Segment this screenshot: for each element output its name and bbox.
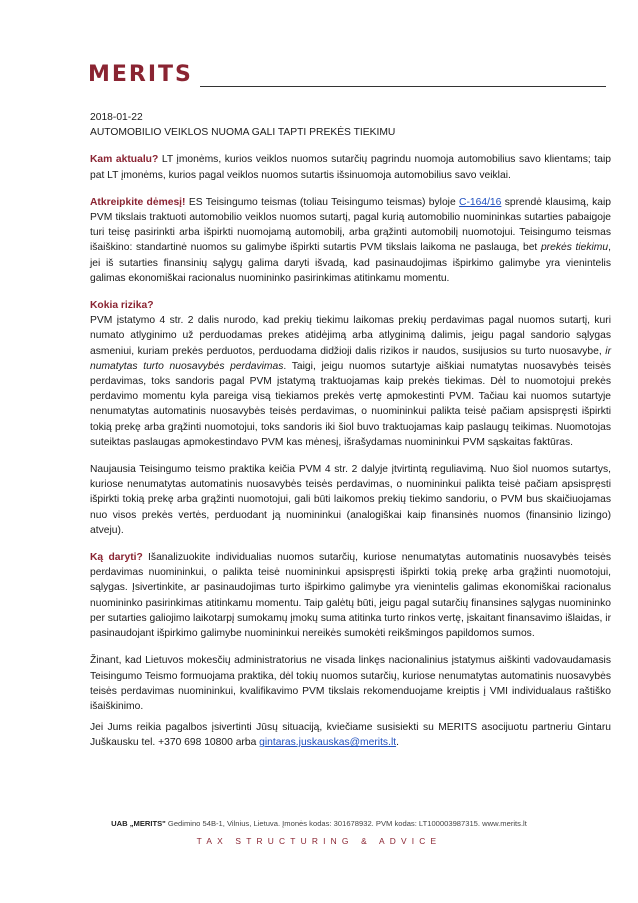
lead-attention: Atkreipkite dėmesį! [90,196,186,208]
text-risk-italic: ir numatytas turto nuosavybės perdavimas [90,345,611,372]
paragraph-risk [90,298,611,450]
text-risk-b: . Taigi, jeigu nuomos sutartyje aiškiai numatytas nuosavybės teisės perdavimas, toks sandoris pagal PVM įstatymą traktuojamas kaip prekės tiekimas. Dėl to nuomotojui prekės perdavimo momentu kyla pareiga visą tiekiamos prekės vertę apmokestinti PVM. Tačiau kai nuomos sutartyje nenumatytas automatinis nuosavybės teisės perdavimas, o nuomininkui palikta teisė pačiam apsispręsti išpirkti tokią prekę arba grąžinti nuomotojui, toks sandoris iki šiol buvo traktuojamas kaip paslaugų teikimas. Nuomotojas suteiktas paslaugas apmokestindavo PVM kas mėnesį, išrašydamas nuomininkui PVM sąskaitas faktūras. [90,360,611,448]
text-attention-italic: prekės tiekimu [540,242,609,254]
paragraph-action [90,550,611,641]
footer-tagline: TAX STRUCTURING & ADVICE [196,836,442,846]
text-contact: Jei Jums reikia pagalbos įsivertinti Jūsų situaciją, kviečiame susisiekti su MERITS asocijuotu partneriu Gintaru Juškausku tel. +370 698 10800 arba [90,722,611,749]
merits-logo: MERITS [88,62,193,87]
text-contact-end: . [396,737,399,749]
text-attention-a: ES Teisingumo teismas (toliau Teisingumo teismas) byloje [185,196,460,208]
document-title: AUTOMOBILIO VEIKLOS NUOMA GALI TAPTI PREKĖS TIEKIMU [90,127,396,139]
paragraph-practice: Naujausia Teisingumo teismo praktika keičia PVM 4 str. 2 dalyje įtvirtintą reguliavimą. Nuo šiol nuomos sutartys, kuriose nenumatytas automatinis nuosavybės teisės perdavimas, o nuomininkui palikta teisė pačiam apsispręsti išpirkti tokią prekę arba grąžinti nuomotojui, gali būti laikomos prekių tiekimo sandoriu, o PVM bus skaičiuojamas nuo visos prekės vertės, perduodant ją nuomininkui (analogiškai kaip finansinės nuomos (finansinio lizingo) atveju). [90,464,611,536]
footer-address: Gedimino 54B-1, Vilnius, Lietuva. Įmonės kodas: 301678932. PVM kodas: LT100003987315. www.merits.lt [165,819,527,828]
lead-risk: Kokia rizika? [90,300,154,312]
header-rule [200,86,606,87]
document-date: 2018-01-22 [90,112,143,123]
footer-details [0,819,638,828]
text-attention-b: sprendė klausimą, kaip PVM tikslais traktuoti automobilio veiklos nuomos sutartį, pagal kurią automobilio nuomininkas sutarties pabaigoje turi teisę pasirinkti arba išpirkti nuomojamą automobilį, arba grąžinti automobilį nuomotojui. Teisingumo teismas išaiškino: standartinė nuomos su galimybe išpirkti sutartis PVM tikslais laikoma ne paslauga, bet [90,196,611,254]
paragraph-attention [90,195,611,286]
case-link[interactable]: C-164/16 [459,196,502,208]
document-body [90,110,611,751]
text-who: LT įmonėms, kurios veiklos nuomos sutarčių pagrindu nuomoja automobilius savo klientams; taip pat LT įmonėms, kurios pagal veiklos nuomos sutartis išsinuomoja automobilius savo veiklai. [90,154,611,181]
paragraph-contact [90,720,611,750]
text-attention-c: , jei iš sutarties finansinių sąlygų galima daryti išvadą, kad pasinaudojimas išpirkimo galimybe yra vienintelis galimas ekonomiškai racionalus nuomininko pasirinkimas atitinkamu momentu. [90,242,611,284]
footer-company: UAB „MERITS" [111,819,166,828]
paragraph-who [90,152,611,182]
text-risk-a: PVM įstatymo 4 str. 2 dalis nurodo, kad prekių tiekimu laikomas prekių perdavimas pagal nuomos sutartį, kuri numato atlyginimo už perduodamas prekes atidėjimą arba atlyginimą dalimis, jeigu pagal sandorio sąlygas asmeniui, kuriam prekės perduotos, perduodama didžioji dalis rizikos ir naudos, susijusios su turto nuosavybe, [90,315,611,357]
text-action: Išanalizuokite individualias nuomos sutarčių, kuriose nenumatytas automatinis nuosavybės teisės perdavimas nuomininkui, o palikta teisė nuomininkui apsispręsti išpirkti tokią prekę arba grąžinti nuomotojui, sąlygas. Įsivertinkite, ar pasinaudojimas turto išpirkimo galimybe yra vienintelis galimas ekonomiškai racionalus nuomininko pasirinkimas atitinkamu momentu. Taip galėtų būti, jeigu pagal sutarčių finansines sąlygas nuomininko per sutarties galiojimo laikotarpį sumokamų įmokų suma atitinka turto rinkos vertę, įskaitant finansavimo išlaidas, ir pasinaudojant išpirkimo galimybe nuomininkui nereikės sumokėti reikšmingos papildomos sumos. [90,552,612,640]
lead-who: Kam aktualu? [90,154,159,166]
paragraph-recommendation: Žinant, kad Lietuvos mokesčių administratorius ne visada linkęs nacionalinius įstatymus aiškinti vadovaudamasis Teisingumo Teismo formuojama praktika, dėl tokių nuomos sutarčių, kuriose nenumatytas automatinis nuosavybės teisės perdavimas nuomininkui, kvalifikavimo PVM tikslais rekomenduojame kreiptis į VMI individualaus raštiško išaiškinimo. [90,655,611,712]
lead-action: Ką daryti? [90,552,143,564]
email-link[interactable]: gintaras.juskauskas@merits.lt [259,737,397,749]
